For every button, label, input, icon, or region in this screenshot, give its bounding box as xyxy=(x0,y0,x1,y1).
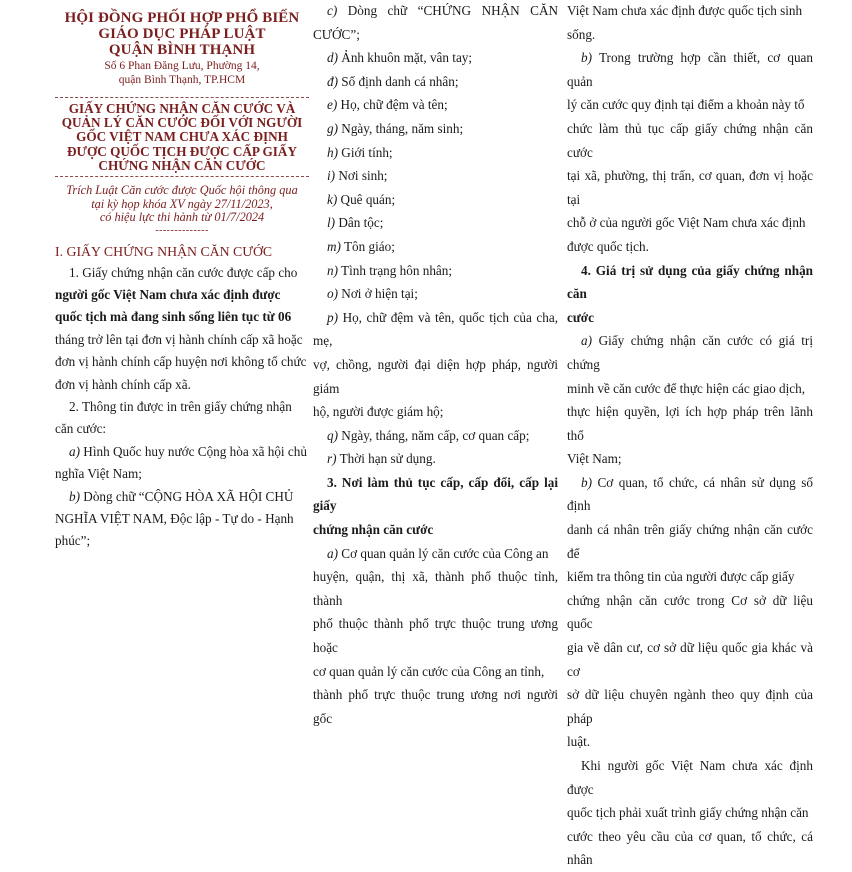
item-a-label: a) xyxy=(69,443,80,459)
list-item xyxy=(313,235,558,259)
para-1-line-2: người gốc Việt Nam chưa xác định được xyxy=(55,286,281,302)
item-p-line-3: hộ, người được giám hộ; xyxy=(313,404,444,420)
para-2-line-2: căn cước: xyxy=(55,421,107,437)
organization-address xyxy=(55,59,309,87)
title-line-4: ĐƯỢC QUỐC TỊCH ĐƯỢC CẤP GIẤY xyxy=(67,143,297,159)
col3-line-2: sống. xyxy=(567,26,596,42)
para-1-line-1: 1. Giấy chứng nhận căn cước được cấp cho xyxy=(69,264,298,280)
column-1 xyxy=(55,0,309,553)
para-1-line-3: quốc tịch mà đang sinh sống liên tục từ 06 xyxy=(55,309,292,325)
section-3a-line-3: phố thuộc thành phố trực thuộc trung ương hoặc xyxy=(313,616,558,656)
section-3b-line-4: tại xã, phường, thị trấn, cơ quan, đơn vị hoặc tại xyxy=(567,168,813,207)
org-line-1: HỘI ĐỒNG PHỐI HỢP PHỔ BIẾN xyxy=(64,10,300,26)
section-4b-line-5: gia về dân cư, cơ sở dữ liệu quốc gia khác và cơ xyxy=(567,640,813,679)
item-b-line-1 xyxy=(55,486,309,508)
section-3b-line-3: chức làm thủ tục cấp giấy chứng nhận căn cước xyxy=(567,120,813,160)
org-line-2: GIÁO DỤC PHÁP LUẬT xyxy=(98,26,266,42)
item-r-line xyxy=(313,447,558,471)
item-a-text: Hình Quốc huy nước Cộng hòa xã hội chủ xyxy=(80,443,307,459)
section-4b-text: Cơ quan, tổ chức, cá nhân sử dụng số định xyxy=(567,474,813,514)
list-item-text: Giới tính; xyxy=(338,144,393,160)
list-item-text: Nơi ở hiện tại; xyxy=(338,286,418,302)
col3-line-1: Việt Nam chưa xác định được quốc tịch sinh xyxy=(567,3,803,18)
list-item-label: g) xyxy=(327,120,338,136)
list-item xyxy=(313,188,558,212)
section-4b-label: b) xyxy=(581,474,592,490)
item-a-line-1 xyxy=(55,441,309,463)
para-1-line-6: đơn vị hành chính cấp xã. xyxy=(55,376,191,392)
item-q-label: q) xyxy=(327,427,338,443)
note-line-1: Trích Luật Căn cước được Quốc hội thông qua xyxy=(66,183,298,198)
list-item xyxy=(313,211,558,235)
section-4b-line-6: sở dữ liệu chuyên ngành theo quy định của pháp xyxy=(567,687,813,726)
list-item-text: Số định danh cá nhân; xyxy=(338,73,459,89)
para-1-line-4: tháng trở lên tại đơn vị hành chính cấp xã hoặc xyxy=(55,331,303,347)
column-2 xyxy=(313,0,558,730)
section-3a-label: a) xyxy=(327,545,338,561)
document-title xyxy=(55,97,309,177)
section-1-heading: I. GIẤY CHỨNG NHẬN CĂN CƯỚC xyxy=(55,243,273,259)
section-4b-line-4: chứng nhận căn cước trong Cơ sở dữ liệu quốc xyxy=(567,592,813,632)
addr-line-2: quận Bình Thạnh, TP.HCM xyxy=(118,74,246,86)
list-item-label: đ) xyxy=(327,73,338,89)
section-4a-line-3: thực hiện quyền, lợi ích hợp pháp trên lãnh thổ xyxy=(567,404,813,443)
list-item xyxy=(313,46,558,70)
list-item-label: d) xyxy=(327,50,338,66)
list-item-label: l) xyxy=(327,215,336,231)
source-note xyxy=(55,184,309,225)
section-4b-line-1 xyxy=(567,471,813,518)
list-item-text: Dân tộc; xyxy=(335,215,384,231)
section-4-heading-2: cước xyxy=(567,309,594,325)
list-item xyxy=(313,93,558,117)
section-3a-line-2: huyện, quận, thị xã, thành phố thuộc tỉnh, thành xyxy=(313,569,558,608)
item-b-line-3: phúc”; xyxy=(55,533,91,549)
list-item xyxy=(313,0,558,46)
list-item-text: Họ, chữ đệm và tên; xyxy=(337,97,448,113)
section-4a-line-4: Việt Nam; xyxy=(567,451,622,467)
section-4b-line-7: luật. xyxy=(567,734,591,750)
section-3a-line-4: cơ quan quản lý căn cước của Công an tỉnh, xyxy=(313,663,545,679)
section-3a-line-5: thành phố trực thuộc trung ương nơi người gốc xyxy=(313,687,558,726)
list-item-label: i) xyxy=(327,168,336,184)
para-2-line-1: 2. Thông tin được in trên giấy chứng nhận xyxy=(69,398,292,414)
title-line-3: GỐC VIỆT NAM CHƯA XÁC ĐỊNH xyxy=(76,129,288,145)
list-item xyxy=(313,282,558,306)
item-b-line-2: NGHĨA VIỆT NAM, Độc lập - Tự do - Hạnh xyxy=(55,510,294,526)
list-item-text: Nơi sinh; xyxy=(335,168,388,184)
list-item-label: n) xyxy=(327,262,338,278)
section-4a-line-1 xyxy=(567,329,813,376)
section-4-heading-1: 4. Giá trị sử dụng của giấy chứng nhận căn xyxy=(567,262,813,302)
closing-line-2: quốc tịch phải xuất trình giấy chứng nhận căn xyxy=(567,805,809,821)
list-item-text: Dòng chữ “CHỨNG NHẬN CĂN CƯỚC”; xyxy=(313,3,558,42)
note-line-2: tại kỳ họp khóa XV ngày 27/11/2023, xyxy=(91,196,273,211)
section-3a-text: Cơ quan quản lý căn cước của Công an xyxy=(338,545,549,561)
list-item xyxy=(313,164,558,188)
item-b-text: Dòng chữ “CỘNG HÒA XÃ HỘI CHỦ xyxy=(80,488,294,504)
column-3 xyxy=(567,0,813,872)
list-item-label: h) xyxy=(327,144,338,160)
list-item xyxy=(313,117,558,141)
item-b-label: b) xyxy=(69,488,80,504)
item-p-line-2: vợ, chồng, người đại diện hợp pháp, người giám xyxy=(313,356,558,396)
list-item-label: o) xyxy=(327,286,338,302)
title-line-5: CHỨNG NHẬN CĂN CƯỚC xyxy=(98,157,266,173)
item-p-line-1 xyxy=(313,306,558,353)
list-item-label: c) xyxy=(327,3,338,18)
closing-line-3: cước theo yêu cầu của cơ quan, tổ chức, cá nhân xyxy=(567,828,813,868)
title-line-1: GIẤY CHỨNG NHẬN CĂN CƯỚC VÀ xyxy=(68,101,296,116)
section-3b-line-2: lý căn cước quy định tại điểm a khoản này tổ xyxy=(567,97,805,113)
org-line-3: QUẬN BÌNH THẠNH xyxy=(108,42,256,58)
item-p-text: Họ, chữ đệm và tên, quốc tịch của cha, mẹ, xyxy=(313,309,558,349)
list-item-label: m) xyxy=(327,238,341,254)
section-3-heading-2: chứng nhận căn cước xyxy=(313,522,434,538)
list-item xyxy=(313,141,558,165)
section-3b-line-6: được quốc tịch. xyxy=(567,238,649,254)
list-item-label: e) xyxy=(327,97,338,113)
addr-line-1: Số 6 Phan Đăng Lưu, Phường 14, xyxy=(104,60,260,72)
closing-line-1: Khi người gốc Việt Nam chưa xác định được xyxy=(567,758,813,797)
section-3-heading-1: 3. Nơi làm thủ tục cấp, cấp đổi, cấp lại giấy xyxy=(313,474,558,514)
list-item xyxy=(313,70,558,94)
section-3b-line-1 xyxy=(567,46,813,93)
item-r-text: Thời hạn sử dụng. xyxy=(336,451,436,467)
list-item-text: Quê quán; xyxy=(337,191,396,207)
item-r-label: r) xyxy=(327,451,337,467)
section-4b-line-2: danh cá nhân trên giấy chứng nhận căn cước để xyxy=(567,522,813,561)
item-q-line xyxy=(313,424,558,448)
list-item-label: k) xyxy=(327,191,338,207)
section-4a-line-2: minh về căn cước để thực hiện các giao dịch, xyxy=(567,380,806,396)
section-3b-line-5: chỗ ở của người gốc Việt Nam chưa xác định xyxy=(567,215,806,231)
section-3b-label: b) xyxy=(581,50,592,66)
note-line-3: có hiệu lực thi hành từ 01/7/2024 xyxy=(99,210,265,225)
para-1-line-5: đơn vị hành chính cấp huyện nơi không tổ chức xyxy=(55,354,307,370)
list-item xyxy=(313,259,558,283)
item-q-text: Ngày, tháng, năm cấp, cơ quan cấp; xyxy=(338,427,530,443)
separator-dashes: -------------- xyxy=(155,224,209,236)
title-line-2: QUẢN LÝ CĂN CƯỚC ĐỐI VỚI NGƯỜI xyxy=(61,115,303,131)
list-item-text: Ngày, tháng, năm sinh; xyxy=(338,120,464,136)
section-4a-text: Giấy chứng nhận căn cước có giá trị chứng xyxy=(567,333,813,372)
section-3a-line-1 xyxy=(313,542,558,566)
section-4a-label: a) xyxy=(581,333,592,349)
section-4b-line-3: kiểm tra thông tin của người được cấp giấy xyxy=(567,569,795,585)
info-list xyxy=(313,0,558,306)
list-item-text: Tôn giáo; xyxy=(340,238,395,254)
list-item-text: Ảnh khuôn mặt, vân tay; xyxy=(338,50,473,66)
section-3b-text: Trong trường hợp cần thiết, cơ quan quản xyxy=(567,50,813,89)
item-p-label: p) xyxy=(327,309,338,325)
organization-name xyxy=(55,10,309,58)
item-a-line-2: nghĩa Việt Nam; xyxy=(55,466,142,482)
list-item-text: Tình trạng hôn nhân; xyxy=(338,262,453,278)
